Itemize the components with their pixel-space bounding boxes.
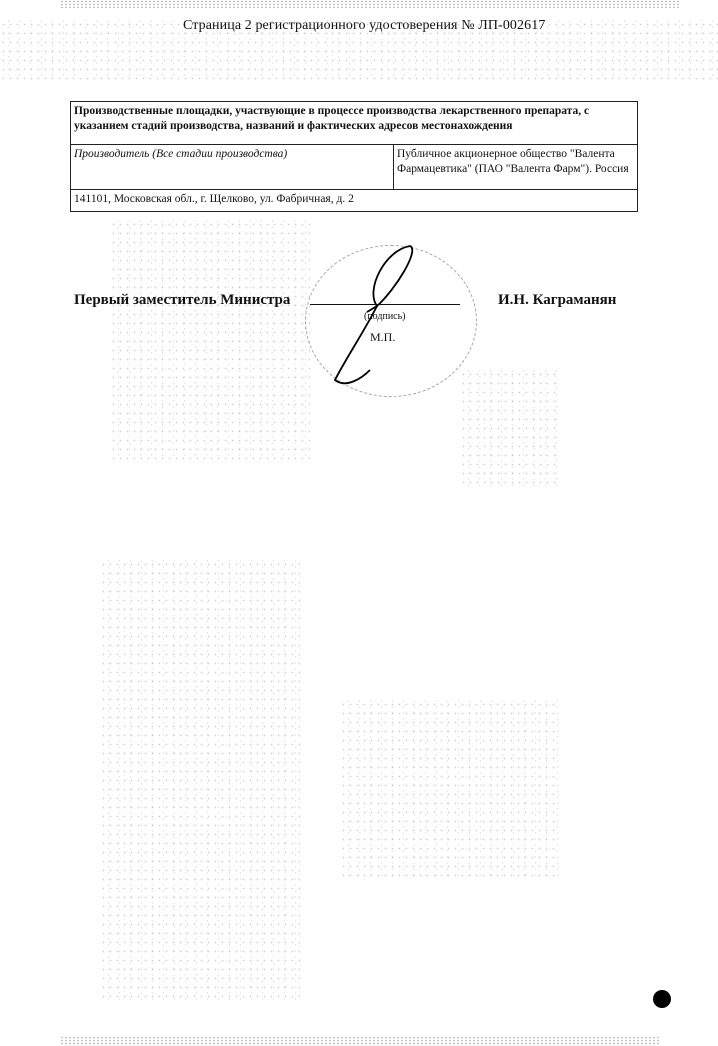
manufacturer-address: 141101, Московская обл., г. Щелково, ул. Фабричная, д. 2 xyxy=(71,190,638,212)
scan-mark-dot xyxy=(653,990,671,1008)
signature-caption: (подпись) xyxy=(364,311,406,322)
manufacturer-role: Производитель (Все стадии производства) xyxy=(71,145,394,190)
scan-noise-top xyxy=(60,0,680,8)
scan-noise xyxy=(340,700,560,880)
production-sites-table xyxy=(70,101,638,212)
stamp-label: М.П. xyxy=(370,330,396,344)
manufacturer-organization: Публичное акционерное общество "Валента Фармацевтика" (ПАО "Валента Фарм"). Россия xyxy=(394,145,638,190)
signature-line xyxy=(310,304,460,305)
scan-noise xyxy=(460,370,560,490)
table-row xyxy=(71,145,638,190)
page-header: Страница 2 регистрационного удостоверения № ЛП-002617 xyxy=(183,18,546,33)
signatory-name: И.Н. Каграманян xyxy=(498,292,617,308)
table-row xyxy=(71,190,638,212)
scan-noise xyxy=(100,560,300,1000)
scan-noise-bottom xyxy=(60,1036,660,1046)
table-header-row xyxy=(71,102,638,145)
signatory-title: Первый заместитель Министра xyxy=(74,292,291,308)
table-header: Производственные площадки, участвующие в процессе производства лекарственного препарата, с указанием стадий производства, названий и фактических адресов местонахождения xyxy=(71,102,638,145)
scan-noise xyxy=(110,220,310,460)
